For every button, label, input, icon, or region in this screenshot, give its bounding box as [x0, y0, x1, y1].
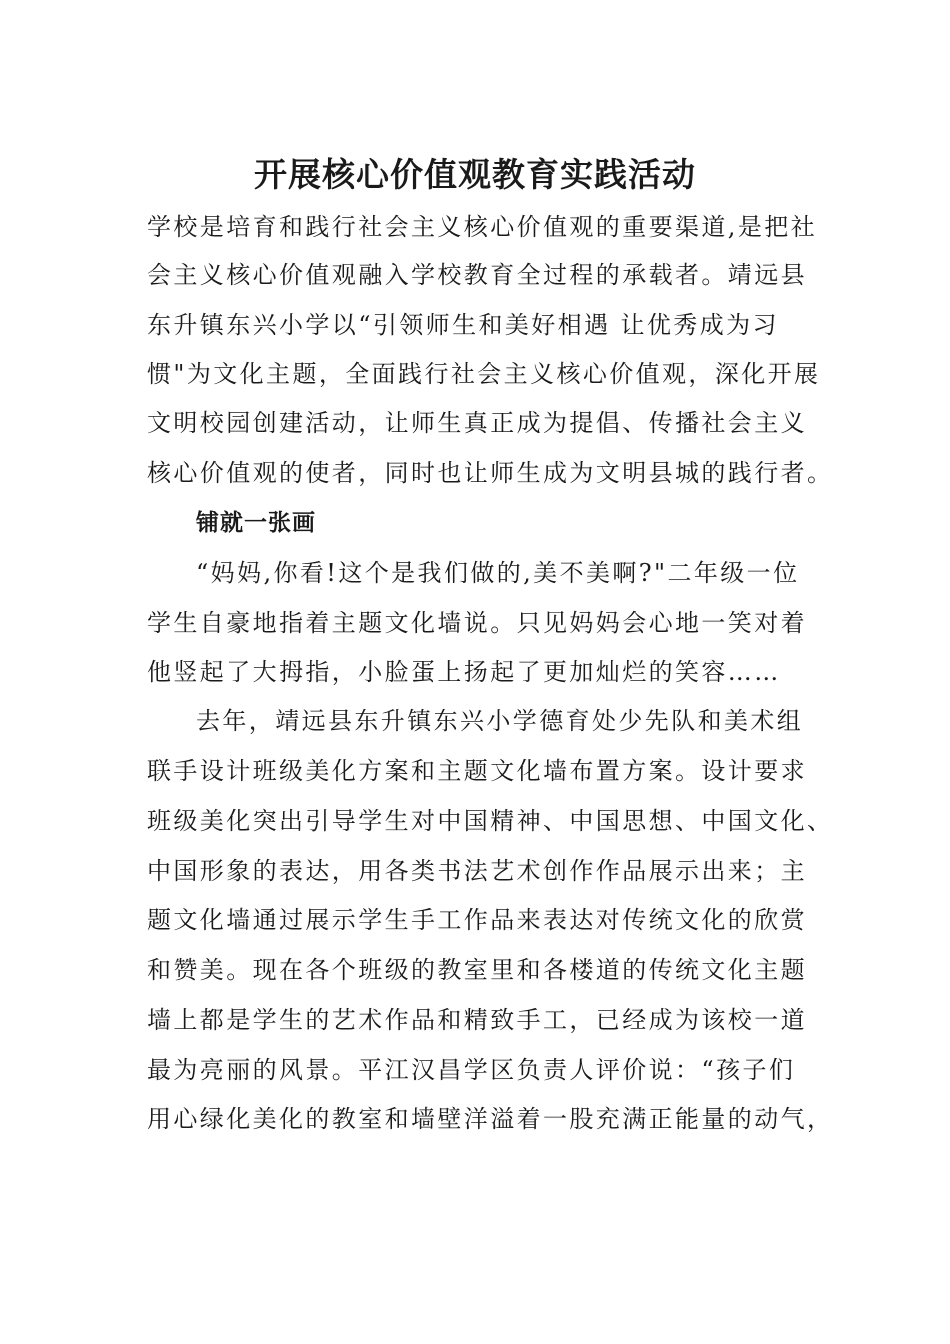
- paragraph1-line-1: “妈妈,你看!这个是我们做的,美不美啊?"二年级一位: [196, 559, 800, 587]
- document-title: 开展核心价值观教育实践活动: [254, 155, 696, 194]
- intro-line-3: 东升镇东兴小学以“引领师生和美好相遇 让优秀成为习: [147, 311, 779, 339]
- paragraph2-line-2: 联手设计班级美化方案和主题文化墙布置方案。设计要求: [147, 757, 807, 785]
- intro-line-2: 会主义核心价值观融入学校教育全过程的承载者。靖远县: [147, 261, 807, 289]
- intro-line-4: 惯"为文化主题，全面践行社会主义核心价值观，深化开展: [147, 360, 821, 388]
- intro-line-1: 学校是培育和践行社会主义核心价值观的重要渠道,是把社: [147, 213, 818, 241]
- paragraph2-line-7: 墙上都是学生的艺术作品和精致手工，已经成为该校一道: [147, 1006, 807, 1034]
- paragraph1-line-2: 学生自豪地指着主题文化墙说。只见妈妈会心地一笑对着: [147, 609, 807, 637]
- paragraph2-line-5: 题文化墙通过展示学生手工作品来表达对传统文化的欣赏: [147, 906, 807, 934]
- paragraph2-line-6: 和赞美。现在各个班级的教室里和各楼道的传统文化主题: [147, 956, 807, 984]
- paragraph2-line-3: 班级美化突出引导学生对中国精神、中国思想、中国文化、: [147, 807, 834, 835]
- paragraph1-line-3: 他竖起了大拇指，小脸蛋上扬起了更加灿烂的笑容……: [147, 658, 781, 686]
- intro-line-6: 核心价值观的使者，同时也让师生成为文明县城的践行者。: [147, 459, 834, 487]
- paragraph2-line-1: 去年，靖远县东升镇东兴小学德育处少先队和美术组: [196, 707, 804, 735]
- paragraph2-line-8: 最为亮丽的风景。平江汉昌学区负责人评价说：“孩子们: [147, 1056, 796, 1084]
- paragraph2-line-4: 中国形象的表达，用各类书法艺术创作作品展示出来；主: [147, 857, 807, 885]
- section-heading: 铺就一张画: [196, 510, 316, 536]
- paragraph2-line-9: 用心绿化美化的教室和墙壁洋溢着一股充满正能量的动气，: [147, 1105, 834, 1133]
- intro-line-5: 文明校园创建活动，让师生真正成为提倡、传播社会主义: [147, 409, 807, 437]
